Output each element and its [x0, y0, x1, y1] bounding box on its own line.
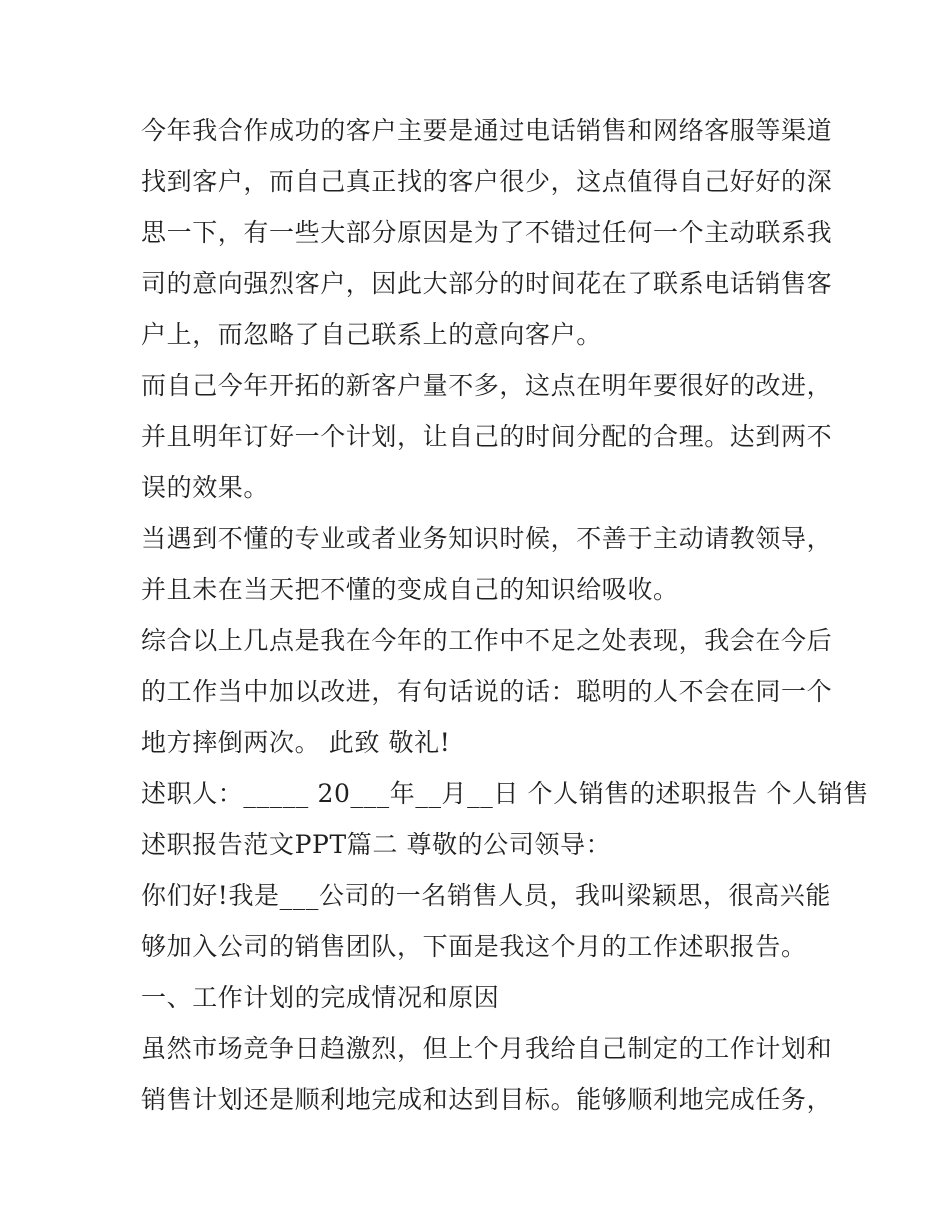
text-line: 并且未在当天把不懂的变成自己的知识给吸收。 [141, 575, 679, 604]
text-line: 虽然市场竞争日趋激烈，但上个月我给自己制定的工作计划和 [141, 1034, 833, 1063]
text-line: 的工作当中加以改进，有句话说的话：聪明的人不会在同一个 [141, 677, 833, 706]
text-line: 找到客户，而自己真正找的客户很少，这点值得自己好好的深 [141, 167, 833, 196]
text-line: 地方摔倒两次。 此致 敬礼! [141, 728, 451, 757]
section-heading-text: 一、工作计划的完成情况和原因 [141, 983, 500, 1012]
text-line: 今年我合作成功的客户主要是通过电话销售和网络客服等渠道 [141, 116, 833, 145]
text-line: 够加入公司的销售团队，下面是我这个月的工作述职报告。 [141, 932, 807, 961]
text-line: 述职报告范文PPT篇二 尊敬的公司领导： [141, 830, 612, 859]
paragraph-new-customers [141, 360, 833, 513]
text-line: 司的意向强烈客户，因此大部分的时间花在了联系电话销售客 [141, 269, 833, 298]
text-line: 思一下，有一些大部分原因是为了不错过任何一个主动联系我 [141, 218, 833, 247]
text-line: 而自己今年开拓的新客户量不多，这点在明年要很好的改进， [141, 371, 833, 400]
paragraph-customer-sources [141, 105, 833, 360]
paragraph-greeting [141, 870, 831, 972]
text-line: 误的效果。 [141, 473, 270, 502]
text-line: 述职人：_____ 20___年__月__日 个人销售的述职报告 个人销售 [141, 779, 869, 808]
text-line: 当遇到不懂的专业或者业务知识时候，不善于主动请教领导， [141, 524, 833, 553]
document-body [141, 105, 869, 1125]
paragraph-summary-closing [141, 615, 833, 768]
text-line: 户上，而忽略了自己联系上的意向客户。 [141, 320, 602, 349]
text-line: 你们好!我是___公司的一名销售人员，我叫梁颖思，很高兴能 [141, 881, 831, 910]
text-line: 销售计划还是顺利地完成和达到目标。能够顺利地完成任务， [141, 1085, 833, 1114]
text-line: 并且明年订好一个计划，让自己的时间分配的合理。达到两不 [141, 422, 833, 451]
paragraph-plan-completion [141, 1023, 833, 1125]
paragraph-signature-title [141, 768, 869, 870]
section-heading [141, 972, 821, 1023]
text-line: 综合以上几点是我在今年的工作中不足之处表现，我会在今后 [141, 626, 833, 655]
paragraph-knowledge [141, 513, 833, 615]
